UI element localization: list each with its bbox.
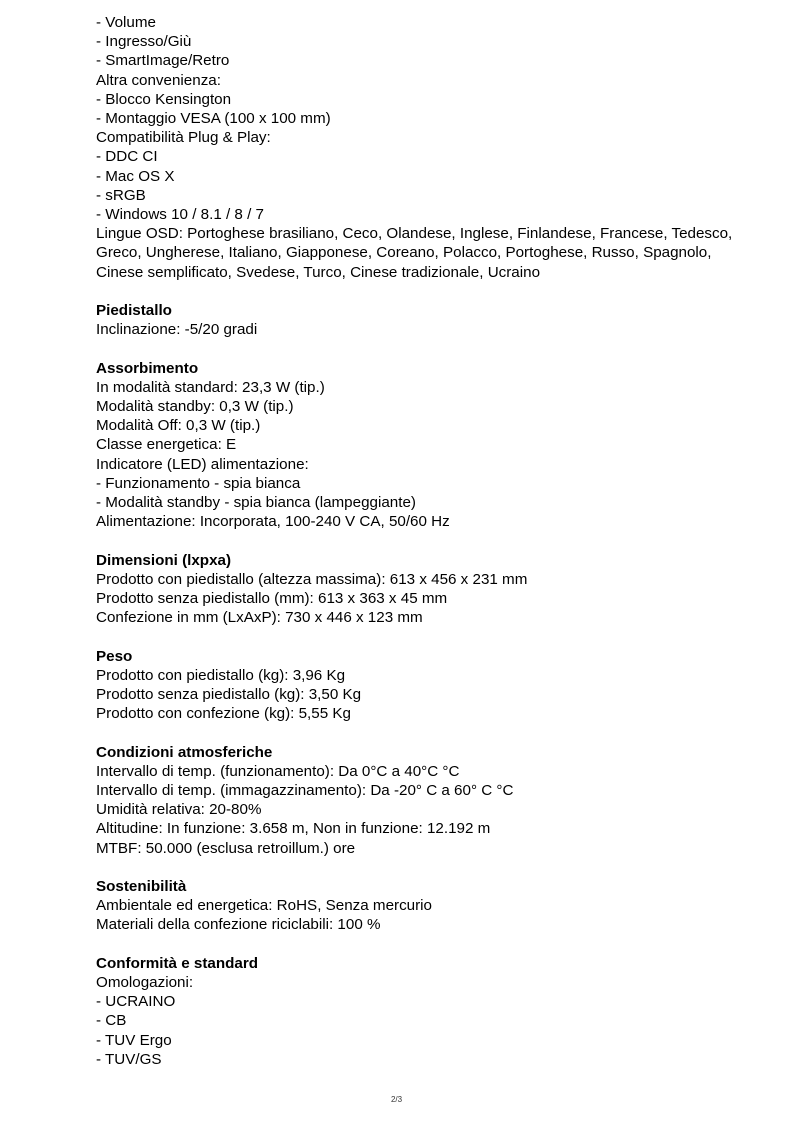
spec-line: - UCRAINO [96, 993, 176, 1011]
spec-line: Intervallo di temp. (immagazzinamento): Da -20° C a 60° C °C [96, 782, 514, 800]
spec-line: - Windows 10 / 8.1 / 8 / 7 [96, 206, 264, 224]
spec-line: - sRGB [96, 186, 146, 204]
spec-line: Prodotto senza piedistallo (kg): 3,50 Kg [96, 686, 362, 704]
osd-languages-paragraph: Lingue OSD: Portoghese brasiliano, Ceco, Olandese, Inglese, Finlandese, Francese, Tedesco, Greco, Ungherese, Italiano, Giapponese, Coreano, Polacco, Portoghese, Russo, Spagnolo, Cinese semplificato, Svedese, Turco, Cinese tradizionale, Ucraino [96, 225, 733, 281]
spacer [96, 627, 756, 646]
spec-line: - DDC CI [96, 148, 158, 166]
spec-line: - SmartImage/Retro [96, 52, 230, 70]
spec-line: - Funzionamento - spia bianca [96, 474, 301, 492]
section-heading-environment: Condizioni atmosferiche [96, 743, 273, 761]
spec-line: Prodotto con piedistallo (kg): 3,96 Kg [96, 666, 346, 684]
spec-line: In modalità standard: 23,3 W (tip.) [96, 378, 325, 396]
section-heading-weight: Peso [96, 647, 133, 665]
section-heading-power: Assorbimento [96, 359, 199, 377]
spec-line: - CB [96, 1012, 127, 1030]
spec-line: Confezione in mm (LxAxP): 730 x 446 x 123 mm [96, 609, 423, 627]
spec-line: Prodotto senza piedistallo (mm): 613 x 363 x 45 mm [96, 590, 448, 608]
spec-line: Umidità relativa: 20-80% [96, 801, 262, 819]
spec-line: Omologazioni: [96, 974, 194, 992]
spec-line: - Modalità standby - spia bianca (lampeggiante) [96, 494, 416, 512]
spacer [96, 282, 756, 301]
spec-line: Altra convenienza: [96, 71, 221, 89]
spec-line: - Blocco Kensington [96, 90, 232, 108]
spec-line: Modalità standby: 0,3 W (tip.) [96, 398, 294, 416]
page-number: 2/3 [390, 1095, 403, 1104]
spacer [96, 723, 756, 742]
spec-line: Materiali della confezione riciclabili: 100 % [96, 916, 381, 934]
spec-line: - Ingresso/Giù [96, 33, 192, 51]
section-heading-compliance: Conformità e standard [96, 954, 259, 972]
spec-line: - TUV Ergo [96, 1031, 172, 1049]
spacer [96, 858, 756, 877]
spec-line: MTBF: 50.000 (esclusa retroillum.) ore [96, 839, 356, 857]
spacer [96, 935, 756, 954]
spec-line: - Volume [96, 14, 156, 31]
spacer [96, 339, 756, 358]
section-heading-dimensions: Dimensioni (lxpxa) [96, 551, 232, 569]
spec-line: - Mac OS X [96, 167, 175, 185]
spec-line: Ambientale ed energetica: RoHS, Senza mercurio [96, 897, 432, 915]
spec-line: - TUV/GS [96, 1050, 162, 1068]
section-heading-sustainability: Sostenibilità [96, 878, 187, 896]
spec-line: - Montaggio VESA (100 x 100 mm) [96, 110, 331, 128]
spec-line: Modalità Off: 0,3 W (tip.) [96, 417, 261, 435]
spacer [96, 531, 756, 550]
spec-line: Intervallo di temp. (funzionamento): Da 0°C a 40°C °C [96, 762, 460, 780]
spec-line: Classe energetica: E [96, 436, 237, 454]
spec-line: Prodotto con piedistallo (altezza massima): 613 x 456 x 231 mm [96, 570, 528, 588]
section-heading-stand: Piedistallo [96, 302, 172, 320]
spec-line: Indicatore (LED) alimentazione: [96, 455, 309, 473]
spec-line: Altitudine: In funzione: 3.658 m, Non in funzione: 12.192 m [96, 820, 491, 838]
spec-line: Inclinazione: -5/20 gradi [96, 321, 258, 339]
spec-line: Alimentazione: Incorporata, 100-240 V CA, 50/60 Hz [96, 513, 450, 531]
spec-document [96, 13, 756, 1069]
spec-line: Prodotto con confezione (kg): 5,55 Kg [96, 705, 351, 723]
spec-line: Compatibilità Plug & Play: [96, 129, 271, 147]
